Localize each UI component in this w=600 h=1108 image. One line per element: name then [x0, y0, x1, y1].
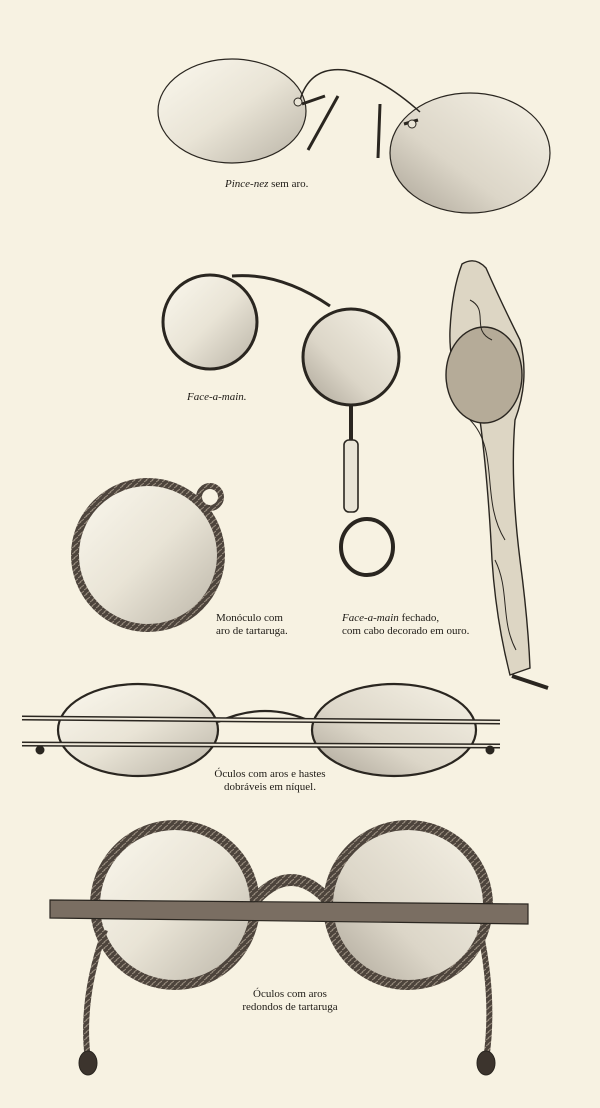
caption-monocle — [216, 612, 288, 638]
pince-nez-drawing — [158, 59, 550, 213]
caption-nickel-glasses-line2: dobráveis em níquel. — [224, 781, 316, 793]
caption-nickel-glasses-line1: Óculos com aros e hastes — [214, 768, 326, 780]
caption-face-a-main-closed — [342, 612, 469, 638]
nickel-glasses-drawing — [22, 684, 500, 776]
caption-face-a-main-closed-rest: fechado, — [398, 612, 440, 624]
caption-pince-nez-italic: Pince-nez — [225, 178, 269, 190]
caption-face-a-main-closed-italic: Face-a-main — [342, 612, 399, 624]
caption-face-a-main-closed-line2: com cabo decorado em ouro. — [342, 625, 470, 637]
caption-face-a-main — [187, 391, 247, 404]
caption-monocle-line2: aro de tartaruga. — [216, 625, 288, 637]
caption-face-a-main-italic: Face-a-main. — [187, 391, 247, 403]
caption-tortoise-glasses — [210, 988, 370, 1014]
caption-pince-nez-rest: sem aro. — [268, 178, 309, 190]
monocle-drawing — [75, 482, 221, 628]
tortoise-glasses-drawing — [50, 825, 528, 1075]
caption-monocle-line1: Monóculo com — [216, 612, 283, 624]
caption-pince-nez — [225, 178, 308, 191]
caption-nickel-glasses — [180, 768, 360, 794]
caption-tortoise-glasses-line1: Óculos com aros — [253, 988, 327, 1000]
caption-tortoise-glasses-line2: redondos de tartaruga — [242, 1001, 338, 1013]
